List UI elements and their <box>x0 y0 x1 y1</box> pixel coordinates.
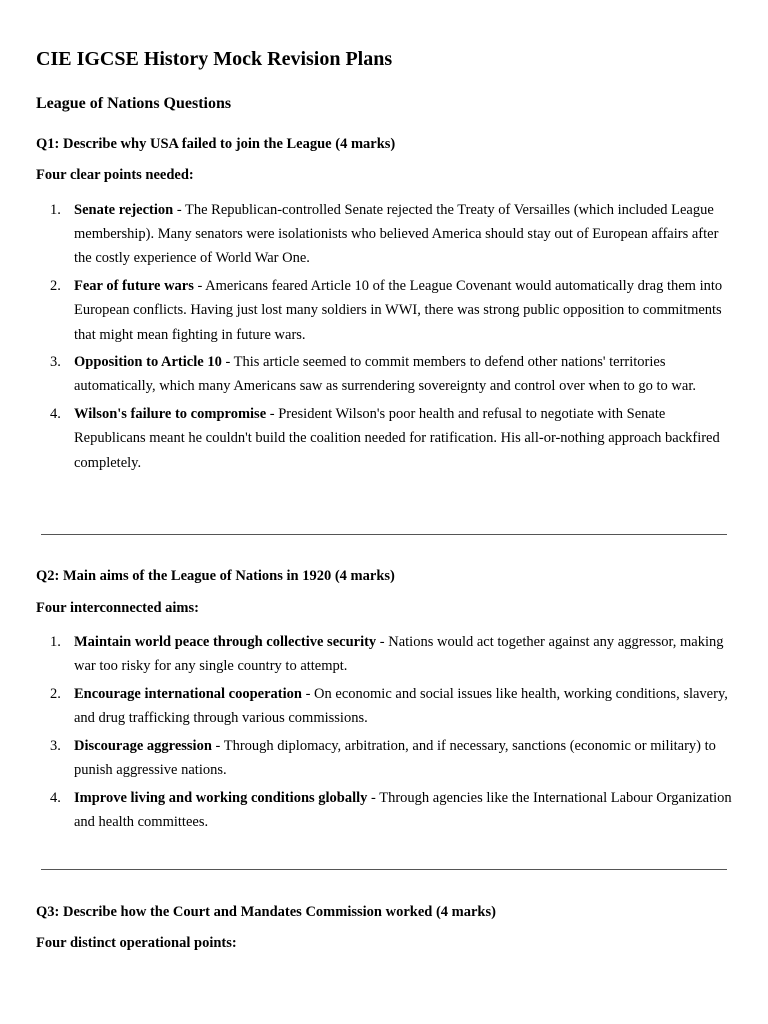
section-divider <box>41 534 727 535</box>
list-item <box>36 198 732 271</box>
item-term: Improve living and working conditions globally <box>74 789 368 806</box>
item-text: - On economic and social issues like health, working conditions, slavery, and drug trafficking through various commissions. <box>74 685 728 727</box>
item-term: Encourage international cooperation <box>74 685 302 702</box>
item-number: 2. <box>50 685 61 702</box>
item-number: 3. <box>50 354 61 371</box>
item-text: - The Republican-controlled Senate rejected the Treaty of Versailles (which included League membership). Many senators were isolationists who believed America should stay out of European affairs after the costly experience of World War One. <box>74 202 719 267</box>
list-item <box>36 786 732 834</box>
item-term: Wilson's failure to compromise <box>74 406 267 423</box>
list-item <box>36 682 732 730</box>
question-lead: Four interconnected aims: <box>36 600 199 616</box>
item-text: - This article seemed to commit members to defend other nations' territories automatically, which many Americans saw as surrendering sovereignty and control over when to go to war. <box>74 354 696 395</box>
answer-list <box>36 630 732 838</box>
item-term: Discourage aggression <box>74 737 212 754</box>
document-subtitle: League of Nations Questions <box>36 95 232 112</box>
item-term: Opposition to Article 10 <box>74 354 222 371</box>
item-number: 4. <box>50 406 61 423</box>
item-term: Senate rejection <box>74 202 174 218</box>
item-number: 4. <box>50 789 61 806</box>
list-item <box>36 734 732 782</box>
list-item <box>36 402 732 475</box>
question-lead: Four clear points needed: <box>36 167 194 183</box>
item-text: - Through diplomacy, arbitration, and if necessary, sanctions (economic or military) to punish aggressive nations. <box>74 737 716 779</box>
item-number: 1. <box>50 634 61 650</box>
document-title: CIE IGCSE History Mock Revision Plans <box>36 48 393 70</box>
list-item <box>36 350 732 398</box>
section-divider <box>41 869 727 870</box>
item-term: Fear of future wars <box>74 278 194 295</box>
question-heading: Q1: Describe why USA failed to join the League (4 marks) <box>36 136 396 152</box>
item-number: 2. <box>50 278 61 295</box>
item-number: 1. <box>50 202 61 218</box>
item-text: - Americans feared Article 10 of the League Covenant would automatically drag them into European conflicts. Having just lost many soldiers in WWI, there was strong public opposition to commitments that might mean fighting in future wars. <box>74 278 723 343</box>
question-heading: Q2: Main aims of the League of Nations in 1920 (4 marks) <box>36 568 395 584</box>
question-lead: Four distinct operational points: <box>36 935 237 951</box>
item-text: - President Wilson's poor health and refusal to negotiate with Senate Republicans meant he couldn't build the coalition needed for ratification. His all-or-nothing approach backfired completely. <box>74 406 720 471</box>
question-heading: Q3: Describe how the Court and Mandates Commission worked (4 marks) <box>36 904 496 920</box>
item-term: Maintain world peace through collective security <box>74 634 377 650</box>
list-item <box>36 274 732 347</box>
item-number: 3. <box>50 737 61 754</box>
answer-list <box>36 198 732 478</box>
item-text: - Through agencies like the International Labour Organization and health committees. <box>74 789 732 830</box>
item-text: - Nations would act together against any aggressor, making war too risky for any single country to attempt. <box>74 634 724 675</box>
list-item <box>36 630 732 678</box>
